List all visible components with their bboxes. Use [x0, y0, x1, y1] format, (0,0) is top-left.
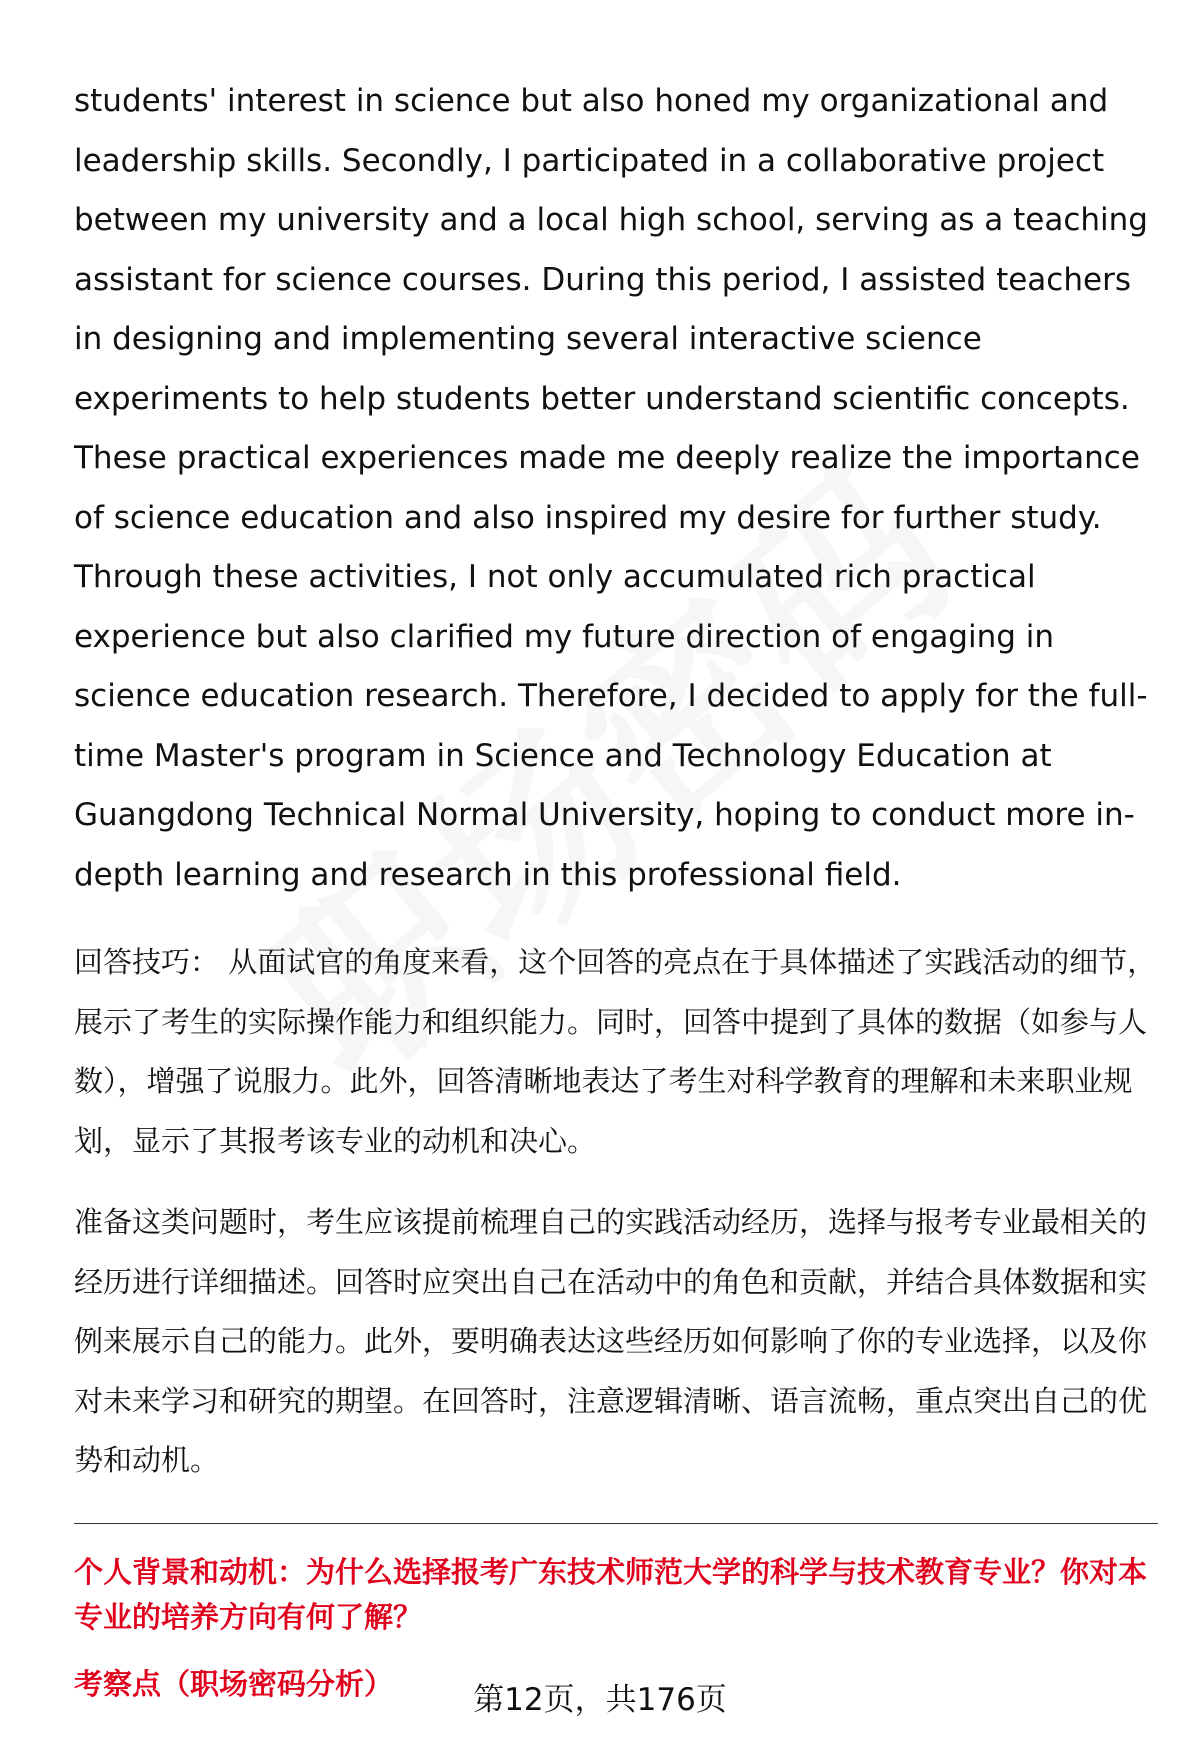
preparation-advice-paragraph: 准备这类问题时，考生应该提前梳理自己的实践活动经历，选择与报考专业最相关的经历进行详细描述。回答时应突出自己在活动中的角色和贡献，并结合具体数据和实例来展示自己的能力。此外，要明确表达这些经历如何影响了你的专业选择，以及你对未来学习和研究的期望。在回答时，注意逻辑清晰、语言流畅，重点突出自己的优势和动机。: [74, 1205, 1148, 1477]
page-number: 第12页，共176页: [473, 1682, 727, 1718]
document-page: [74, 72, 1158, 1704]
assessment-points-heading: 考察点（职场密码分析）: [74, 1666, 394, 1701]
question-heading: 个人背景和动机：为什么选择报考广东技术师范大学的科学与技术教育专业？你对本专业的培养方向有何了解？: [74, 1554, 1148, 1634]
answer-paragraph-english: students' interest in science but also honed my organizational and leadership skills. Secondly, I participated in a collaborative project between my university and a local high school, serving as a teaching assistant for science courses. During this period, I assisted teachers in designing and implementing several interactive science experiments to help students better understand scientific concepts. These practical experiences made me deeply realize the importance of science education and also inspired my desire for further study. Through these activities, I not only accumulated rich practical experience but also clarified my future direction of engaging in science education research. Therefore, I decided to apply for the full-time Master's program in Science and Technology Education at Guangdong Technical Normal University, hoping to conduct more in-depth learning and research in this professional field.: [74, 83, 1148, 893]
answer-tips-paragraph: 回答技巧： 从面试官的角度来看，这个回答的亮点在于具体描述了实践活动的细节，展示了考生的实际操作能力和组织能力。同时，回答中提到了具体的数据（如参与人数），增强了说服力。此外，回答清晰地表达了考生对科学教育的理解和未来职业规划，显示了其报考该专业的动机和决心。: [74, 945, 1157, 1158]
section-divider: [74, 1523, 1158, 1524]
